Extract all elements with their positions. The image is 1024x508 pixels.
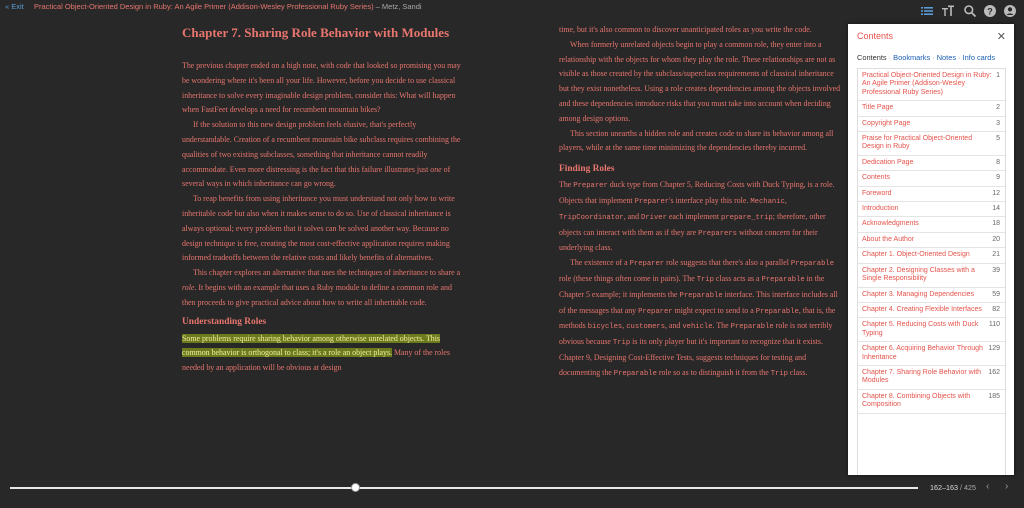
top-bar	[0, 0, 1024, 17]
chapter-title: Chapter 7. Sharing Role Behavior with Modules	[182, 25, 450, 40]
text-run: If the solution to this new design problem feels elusive, that's perfectly understandable. Creation of a recumbent mountain bike subclass requires combining the qualities of two existing subclasses, something that inheritance cannot readily accommodate. Even more distressing is the fact that this failure illustrates just	[182, 120, 461, 174]
toc-item-page: 3	[996, 119, 1000, 127]
toc-item-label: Chapter 5. Reducing Costs with Duck Typing	[862, 321, 979, 337]
right-page	[559, 23, 841, 382]
toc-item-label: Chapter 7. Sharing Role Behavior with Modules	[862, 368, 982, 385]
toc-item-label: Title Page	[862, 104, 894, 112]
section-heading: Finding Roles	[559, 164, 615, 175]
table-of-contents-icon[interactable]	[920, 4, 934, 18]
toc-item[interactable]	[858, 156, 1005, 171]
toc-item-page: 12	[992, 189, 1000, 197]
bottom-bar	[0, 476, 1024, 508]
toc-item[interactable]	[858, 202, 1005, 217]
toc-item-label: Introduction	[862, 205, 899, 213]
toc-item-label: Chapter 2. Designing Classes with a Single Responsibility	[862, 266, 975, 283]
exit-button[interactable]: « Exit	[5, 2, 24, 11]
paragraph	[182, 266, 464, 310]
toc-item[interactable]	[858, 318, 1005, 342]
toc-item-page: 2	[996, 104, 1000, 112]
toc-item-page: 5	[996, 135, 1000, 143]
text-run: This chapter explores an alternative that uses the techniques of inheritance to share a	[193, 268, 461, 278]
text-run: Many of the roles needed by an application will be obvious at design	[182, 348, 450, 373]
paragraph: The Preparer duck type from Chapter 5, Reducing Costs with Duck Typing, is a role. Objects that implement Preparer's interface play this role. Mechanic, TripCoordinator, and Driver each implement prepare_trip; therefore, other objects can interact with them as if they are Preparers without concern for their underlying class.	[559, 180, 835, 253]
toc-item-page: 59	[992, 290, 1000, 298]
tab-info-cards[interactable]: Info cards	[962, 53, 996, 62]
toc-item[interactable]	[858, 303, 1005, 318]
toc-item[interactable]	[858, 366, 1005, 390]
progress-track[interactable]	[10, 487, 918, 489]
toc-item-page: 185	[988, 392, 1000, 400]
toc-item[interactable]	[858, 217, 1005, 232]
toc-item[interactable]	[858, 187, 1005, 202]
toc-item-page: 18	[992, 220, 1000, 228]
toc-item-label: Copyright Page	[862, 119, 911, 127]
text-run: of several ways in which inheritance can go wrong.	[182, 164, 451, 189]
toc-item-page: 20	[992, 235, 1000, 243]
prev-page-button[interactable]: ‹	[986, 481, 990, 492]
book-title	[34, 2, 422, 11]
progress-slider-handle[interactable]	[351, 483, 360, 492]
panel-tabs: Contents · Bookmarks · Notes · Info cards	[857, 53, 996, 62]
paragraph: time, but it's also common to discover unanticipated roles as you write the code.	[559, 25, 812, 34]
toc-item-page: 14	[992, 205, 1000, 213]
toc-item[interactable]	[858, 132, 1005, 156]
toc-item-page: 39	[992, 266, 1000, 274]
toc-item[interactable]	[858, 101, 1005, 116]
next-page-button[interactable]: ›	[1005, 481, 1009, 492]
toc-item-page: 8	[996, 158, 1000, 166]
toc-item-label: Chapter 4. Creating Flexible Interfaces	[862, 305, 982, 313]
tab-bookmarks[interactable]: Bookmarks	[893, 53, 931, 62]
toc-item[interactable]	[858, 171, 1005, 186]
current-pages: 162–163	[930, 483, 958, 492]
paragraph	[182, 332, 464, 376]
toc-item-label: About the Author	[862, 235, 915, 243]
toc-item-page: 9	[996, 174, 1000, 182]
toc-item-label: Chapter 1. Object-Oriented Design	[862, 251, 970, 259]
help-icon[interactable]	[983, 4, 997, 18]
toc-list	[857, 68, 1006, 475]
toc-item-page: 21	[992, 251, 1000, 259]
toc-item-label: Chapter 8. Combining Objects with Composition	[862, 392, 971, 409]
panel-title: Contents	[857, 31, 894, 41]
toc-item[interactable]	[858, 117, 1005, 132]
close-icon[interactable]: ✕	[996, 31, 1006, 43]
toc-item[interactable]	[858, 390, 1005, 414]
toc-item-page: 110	[988, 321, 1000, 329]
page-indicator	[930, 483, 976, 492]
toc-item-label: Acknowledgments	[862, 220, 919, 228]
toc-item-page: 82	[992, 305, 1000, 313]
paragraph: When formerly unrelated objects begin to play a common role, they enter into a relationship with the objects for whom they play the role. These relationships are not as visible as those created by the subclass/superclass requirements of classical inheritance but they exist nonetheless. Using a role creates dependencies among the objects involved and these dependencies introduce risks that you must take into account when deciding among design options.	[559, 39, 841, 123]
toc-item-page: 162	[988, 368, 1000, 376]
toc-item-label: Dedication Page	[862, 158, 914, 166]
tab-notes[interactable]: Notes	[936, 53, 957, 62]
toc-item-page: 129	[988, 345, 1000, 353]
toc-item[interactable]	[858, 288, 1005, 303]
toc-item[interactable]	[858, 233, 1005, 248]
toc-item-label: Chapter 6. Acquiring Behavior Through Inheritance	[862, 345, 983, 361]
section-heading: Understanding Roles	[182, 316, 267, 327]
emphasis: one	[430, 164, 442, 174]
toc-item-page: 1	[996, 72, 1000, 79]
toc-item[interactable]	[858, 248, 1005, 263]
contents-panel	[848, 24, 1014, 475]
toc-item-label: Chapter 3. Managing Dependencies	[862, 290, 975, 298]
total-pages: / 425	[957, 483, 976, 492]
book-author: – Metz, Sandi	[373, 2, 422, 11]
toc-item[interactable]	[858, 342, 1005, 366]
text-run: . It begins with an example that uses a Ruby module to define a common role and then proceeds to give practical advice about how to write all inheritable code.	[182, 282, 452, 307]
svg-text:?: ?	[987, 6, 993, 17]
toc-item[interactable]	[858, 264, 1005, 288]
paragraph	[182, 118, 464, 192]
toc-item-label: Foreword	[862, 189, 892, 197]
paragraph: The existence of a Preparer role suggests that there's also a parallel Preparable role (these things often come in pairs). The Trip class acts as a Preparable in the Chapter 5 example; it implements the Preparable interface. This interface includes all of the messages that any Preparer might expect to send to a Preparable, that is, the methods bicycles, customers, and vehicle. The Preparable role is not terribly obvious because Trip is its only player but it's important to recognize that it exists. Chapter 9, Designing Cost-Effective Tests, suggests techniques for testing and documenting the Preparable role so as to distinguish it from the Trip class.	[559, 258, 838, 378]
search-icon[interactable]	[963, 4, 977, 18]
highlighted-text[interactable]: Some problems require sharing behavior among otherwise unrelated objects. This common behavior is orthogonal to class; it's a role an object plays.	[182, 333, 440, 358]
emphasis: role	[182, 282, 195, 292]
toc-item[interactable]	[858, 69, 1005, 101]
text-size-icon[interactable]	[941, 4, 955, 18]
paragraph: This section unearths a hidden role and creates code to share its behavior among all players, while at the same time minimizing the dependencies thereby incurred.	[559, 128, 834, 153]
paragraph: To reap benefits from using inheritance you must understand not only how to write inheritable code but also when it makes sense to do so. Use of classical inheritance is always optional; every problem that it solves can be solved another way. Because no design technique is free, creating the most cost-effective application requires making informed tradeoffs between the relative costs and likely benefits of alternatives.	[182, 194, 455, 263]
paragraph: The previous chapter ended on a high note, with code that looked so promising you may be wondering where it's been all your life. However, before you decide to use classical inheritance to solve every imaginable design problem, consider this: What will happen when FastFeet develops a need for recumbent mountain bikes?	[182, 61, 461, 115]
toc-item-label: Contents	[862, 174, 891, 182]
left-page	[182, 25, 464, 376]
tab-contents[interactable]: Contents	[857, 53, 887, 62]
account-icon[interactable]	[1003, 4, 1017, 18]
toc-item-label: Praise for Practical Object-Oriented Design in Ruby	[862, 135, 973, 151]
toc-item-label: Practical Object-Oriented Design in Ruby: An Agile Primer (Addison-Wesley Professional Ruby Series)	[862, 72, 992, 96]
book-title-text: Practical Object-Oriented Design in Ruby: An Agile Primer (Addison-Wesley Professional Ruby Series)	[34, 2, 374, 11]
